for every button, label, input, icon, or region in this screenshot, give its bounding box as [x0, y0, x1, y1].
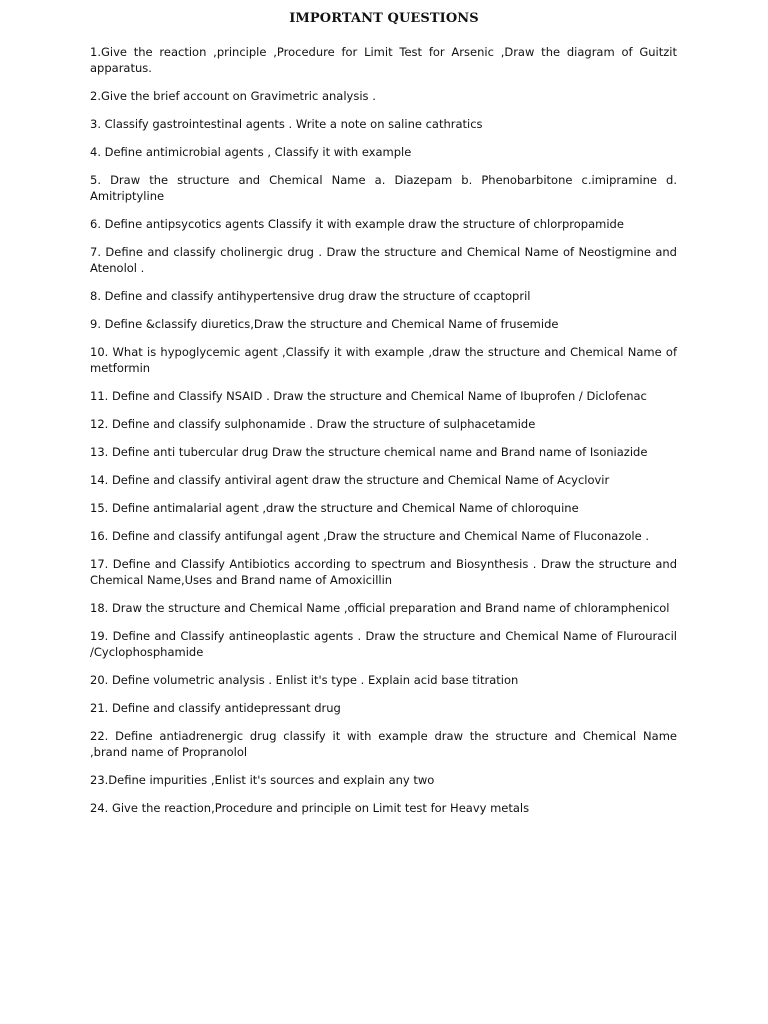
- question-item: 24. Give the reaction,Procedure and principle on Limit test for Heavy metals: [90, 801, 530, 815]
- question-item: 20. Define volumetric analysis . Enlist it's type . Explain acid base titration: [90, 673, 519, 687]
- question-item: 9. Define &classify diuretics,Draw the structure and Chemical Name of frusemide: [90, 317, 559, 331]
- question-item: 14. Define and classify antiviral agent draw the structure and Chemical Name of Acyclovir: [90, 473, 610, 487]
- question-item: 7. Define and classify cholinergic drug . Draw the structure and Chemical Name of Neostigmine and Atenolol .: [90, 245, 677, 275]
- question-item: 4. Define antimicrobial agents , Classify it with example: [90, 145, 412, 159]
- question-item: 17. Define and Classify Antibiotics according to spectrum and Biosynthesis . Draw the structure and Chemical Name,Uses and Brand name of Amoxicillin: [90, 557, 677, 587]
- question-item: 21. Define and classify antidepressant drug: [90, 701, 341, 715]
- question-list: [90, 44, 677, 828]
- question-item: 18. Draw the structure and Chemical Name ,official preparation and Brand name of chloramphenicol: [90, 601, 670, 615]
- question-item: 15. Define antimalarial agent ,draw the structure and Chemical Name of chloroquine: [90, 501, 579, 515]
- question-item: 11. Define and Classify NSAID . Draw the structure and Chemical Name of Ibuprofen / Diclofenac: [90, 389, 647, 403]
- question-item: 3. Classify gastrointestinal agents . Write a note on saline cathratics: [90, 117, 483, 131]
- question-item: 1.Give the reaction ,principle ,Procedure for Limit Test for Arsenic ,Draw the diagram of Guitzit apparatus.: [90, 45, 677, 75]
- question-item: 22. Define antiadrenergic drug classify it with example draw the structure and Chemical Name ,brand name of Propranolol: [90, 729, 677, 759]
- question-item: 2.Give the brief account on Gravimetric analysis .: [90, 89, 376, 103]
- question-item: 16. Define and classify antifungal agent ,Draw the structure and Chemical Name of Fluconazole .: [90, 529, 650, 543]
- question-item: 10. What is hypoglycemic agent ,Classify it with example ,draw the structure and Chemical Name of metformin: [90, 345, 677, 375]
- question-item: 12. Define and classify sulphonamide . Draw the structure of sulphacetamide: [90, 417, 536, 431]
- question-item: 13. Define anti tubercular drug Draw the structure chemical name and Brand name of Isoniazide: [90, 445, 648, 459]
- question-item: 23.Define impurities ,Enlist it's sources and explain any two: [90, 773, 435, 787]
- document-title: IMPORTANT QUESTIONS: [289, 11, 479, 26]
- question-item: 8. Define and classify antihypertensive drug draw the structure of ccaptopril: [90, 289, 531, 303]
- question-item: 5. Draw the structure and Chemical Name a. Diazepam b. Phenobarbitone c.imipramine d. Amitriptyline: [90, 173, 677, 203]
- question-item: 19. Define and Classify antineoplastic agents . Draw the structure and Chemical Name of Flurouracil /Cyclophosphamide: [90, 629, 677, 659]
- question-item: 6. Define antipsycotics agents Classify it with example draw the structure of chlorpropamide: [90, 217, 624, 231]
